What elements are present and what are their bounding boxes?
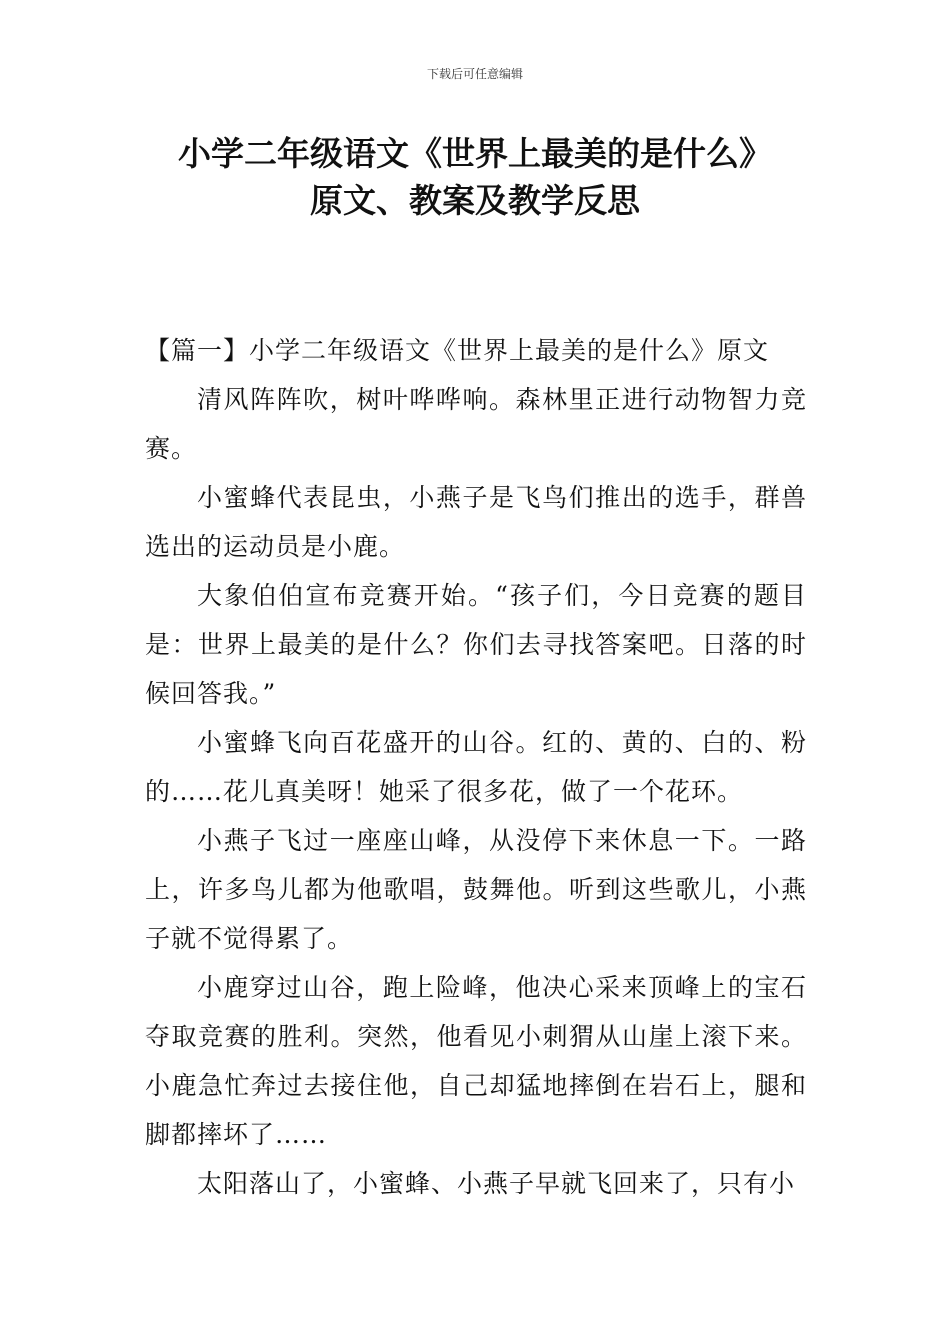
paragraph: 清风阵阵吹，树叶哗哗响。森林里正进行动物智力竞赛。 xyxy=(145,385,807,463)
section-heading: 【篇一】小学二年级语文《世界上最美的是什么》原文 xyxy=(145,336,770,365)
paragraph: 大象伯伯宣布竞赛开始。“孩子们，今日竞赛的题目是：世界上最美的是什么？你们去寻找答案吧。日落的时候回答我。” xyxy=(145,581,807,708)
paragraph: 小蜜蜂代表昆虫，小燕子是飞鸟们推出的选手，群兽选出的运动员是小鹿。 xyxy=(145,483,807,561)
paragraph: 小鹿穿过山谷，跑上险峰，他决心采来顶峰上的宝石夺取竞赛的胜利。突然，他看见小刺猬从山崖上滚下来。小鹿急忙奔过去接住他，自己却猛地摔倒在岩石上，腿和脚都摔坏了…… xyxy=(145,973,807,1149)
document-title xyxy=(80,130,870,224)
header-note: 下载后可任意编辑 xyxy=(426,67,523,81)
title-line-1: 小学二年级语文《世界上最美的是什么》 xyxy=(178,134,772,173)
title-line-2: 原文、教案及教学反思 xyxy=(310,181,640,220)
paragraph: 小蜜蜂飞向百花盛开的山谷。红的、黄的、白的、粉的……花儿真美呀！她采了很多花，做了一个花环。 xyxy=(145,728,807,806)
paragraph: 小燕子飞过一座座山峰，从没停下来休息一下。一路上，许多鸟儿都为他歌唱，鼓舞他。听到这些歌儿，小燕子就不觉得累了。 xyxy=(145,826,807,953)
document-body xyxy=(145,326,807,1208)
paragraph: 太阳落山了，小蜜蜂、小燕子早就飞回来了，只有小 xyxy=(197,1169,796,1198)
